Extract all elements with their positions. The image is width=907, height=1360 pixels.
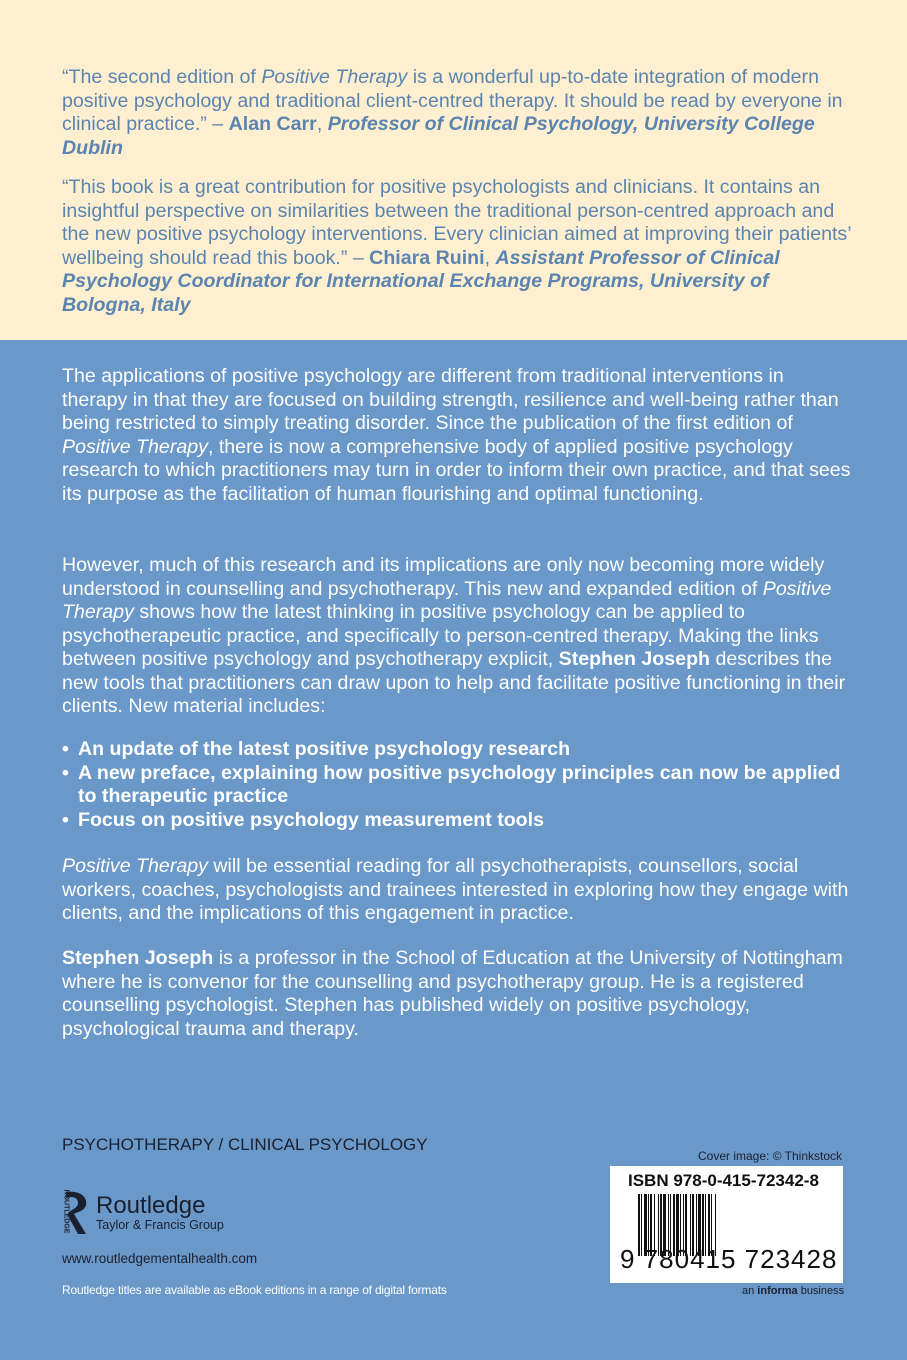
logo-side-text: ROUTLEDGE — [62, 1189, 70, 1234]
list-item: • An update of the latest positive psychology research — [62, 738, 852, 762]
quote-text: is a wonderful up-to-date integration of modern positive psychology and traditional client-centred therapy. It should be read by everyone in clinical practice.” – — [62, 66, 843, 135]
publisher-url[interactable]: www.routledgementalhealth.com — [62, 1251, 258, 1266]
new-material-list — [62, 738, 852, 832]
paragraph-1 — [62, 365, 852, 506]
author-name: Stephen Joseph — [558, 648, 711, 670]
text: , there is now a comprehensive body of applied positive psychology research to which practitioners may turn in order to inform their own practice, and that sees its purpose as the facilitation of human flourishing and optimal functioning. — [62, 435, 851, 505]
list-item: • Focus on positive psychology measurement tools — [62, 809, 852, 833]
cover-credit: Cover image: © Thinkstock — [698, 1149, 843, 1163]
book-title: Positive Therapy — [62, 435, 208, 458]
text: will be essential reading for all psychotherapists, counsellors, social workers, coaches, psychologists and trainees interested in exploring how they engage with clients, and the implications of this engagement in practice. — [62, 855, 849, 924]
quote-2 — [62, 176, 852, 317]
informa-brand: informa — [757, 1285, 798, 1297]
endorser-role: Professor of Clinical Psychology, University College Dublin — [62, 113, 815, 159]
text: shows how the latest thinking in positive psychology can be applied to psychotherapeutic practice, and specifically to person-centred therapy. Making the links between positive psychology and psychotherapy explicit, — [62, 601, 819, 670]
text: describes the new tools that practitioners can draw upon to help and facilitate positive functioning in their clients. New material includes: — [62, 648, 846, 717]
quote-text: “The second edition of — [62, 66, 262, 88]
ebook-note: Routledge titles are available as eBook editions in a range of digital formats — [62, 1283, 447, 1297]
endorser-name: Chiara Ruini — [369, 246, 485, 269]
endorser-role: Assistant Professor of Clinical Psychology Coordinator for International Exchange Programs, University of Bologna, Italy — [62, 246, 780, 316]
paragraph-2 — [62, 554, 852, 719]
separator: , — [316, 113, 328, 135]
list-item: • A new preface, explaining how positive psychology principles can now be applied to therapeutic practice — [62, 762, 852, 809]
isbn-text: ISBN 978-0-415-72342-8 — [628, 1171, 819, 1190]
description-panel — [0, 340, 907, 1360]
isbn-barcode — [610, 1166, 843, 1283]
subject-category: PSYCHOTHERAPY / CLINICAL PSYCHOLOGY — [62, 1135, 428, 1154]
book-title: Positive Therapy — [62, 855, 208, 877]
endorser-name: Alan Carr — [228, 113, 317, 135]
endorsements-panel — [0, 0, 907, 340]
publisher-logo — [58, 1190, 224, 1236]
quote-1 — [62, 66, 852, 160]
barcode-digits: 9 780415 723428 — [620, 1244, 838, 1274]
text: However, much of this research and its implications are only now becoming more widely understood in counselling and psychotherapy. This new and expanded edition of — [62, 554, 825, 600]
author-bio — [62, 947, 852, 1041]
routledge-logo-icon — [58, 1190, 88, 1236]
book-title: Positive Therapy — [62, 577, 832, 623]
publisher-name: Routledge — [96, 1192, 206, 1219]
informa-tagline — [742, 1285, 844, 1297]
text: an — [742, 1285, 758, 1297]
paragraph-3 — [62, 855, 852, 926]
text: business — [797, 1285, 845, 1297]
separator: , — [484, 246, 496, 269]
publisher-group: Taylor & Francis Group — [96, 1218, 224, 1232]
quote-text: “This book is a great contribution for positive psychologists and clinicians. It contains an insightful perspective on similarities between the traditional person-centred approach and the new positive psychology interventions. Every clinician aimed at improving their patients’ wellbeing should read this book.” – — [62, 176, 851, 269]
text: is a professor in the School of Education at the University of Nottingham where he is convenor for the counselling and psychotherapy group. He is a registered counselling psychologist. Stephen has published widely on positive psychology, psychological trauma and therapy. — [62, 947, 843, 1040]
author-name: Stephen Joseph — [62, 947, 214, 969]
text: The applications of positive psychology are different from traditional interventions in therapy in that they are focused on building strength, resilience and well-being rather than being restricted to simply treating disorder. Since the publication of the first edition of — [62, 365, 839, 434]
book-title: Positive Therapy — [261, 66, 408, 88]
